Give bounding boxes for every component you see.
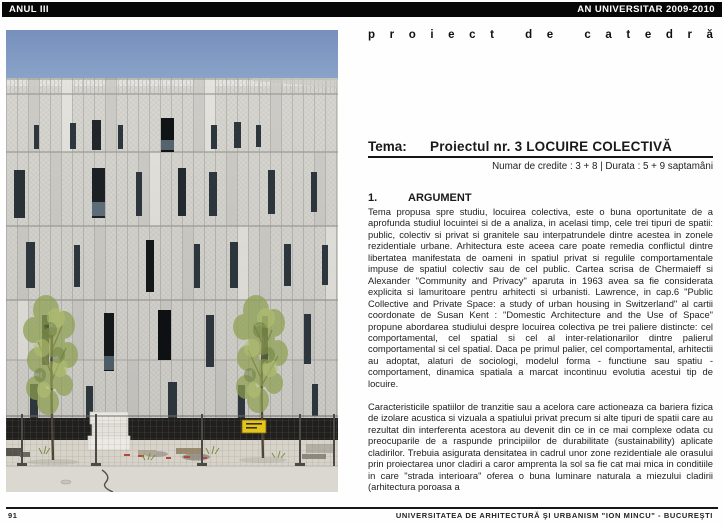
argument-paragraph-2: Caracteristicile spatiilor de tranzitie sau a acelora care actioneaza ca bariera fizica de izolare acustica si vizuala a spatiului privat precum si alte tipuri de spatii care au rezultat din interferenta acestora au devenit din ce in ce mai complexe odata cu preocuparile de a raspunde principiilor de durabilitate (sustainability) aplicate cladirilor. Trebuia asigurata densitatea in cadrul unor zone rezidentiale ale orasului prin proiectarea unor cladiri a caror amprenta la sol sa fie cat mai mica in conditiile in care "strada interioara" oferea o buna luminare naturala a miezului cladirii (arhitectura poroasa a <box>368 401 713 493</box>
building-photo-graphic <box>6 30 338 492</box>
tema-title: Proiectul nr. 3 LOCUIRE COLECTIVĂ <box>430 139 673 154</box>
section-heading <box>368 192 472 204</box>
tema-row <box>368 139 713 158</box>
sky <box>6 30 338 82</box>
section-title: ARGUMENT <box>408 192 472 204</box>
footer <box>8 511 713 520</box>
building-photo <box>6 30 338 492</box>
tema-subtitle: Numar de credite : 3 + 8 | Durata : 5 + 9 saptamâni <box>492 161 713 172</box>
text-column <box>368 0 713 525</box>
kicker-title: p r o i e c t d e c a t e d r ă <box>368 29 713 41</box>
tema-label: Tema: <box>368 139 407 154</box>
header-right-label: AN UNIVERSITAR 2009-2010 <box>577 4 715 15</box>
institution-name: UNIVERSITATEA DE ARHITECTURĂ ŞI URBANISM "ION MINCU" - BUCUREŞTI <box>395 511 713 520</box>
tema-block <box>368 139 713 172</box>
header-left-label: ANUL III <box>9 4 49 15</box>
construction-fence <box>6 414 338 466</box>
road <box>6 466 338 492</box>
warning-sign <box>242 420 266 433</box>
argument-paragraph-1: Tema propusa spre studiu, locuirea colectiva, este o buna oportunitate de a aprofunda studiul locuintei si de a analiza, in acelasi timp, cele trei tipuri de spatii: public, colectiv si privat si granitele sau interpatrundele dintre acestea in zonele rezidentiale urbane. Arhitectura este aceea care poate remedia conflictul dintre libertatea manifestata de oameni in spatiul privat si regulile comportamentale impuse de spatiul colectiv sau de cel public. Cartea scrisa de Chermaieff si Alexander "Community and Privacy" aparuta in 1963 avea sa fie considerata explicita si lamuritoare pentru arhitecti si urbanisti. Lawrence, in cap.6 "Public Collective and Private Space: a study of urban housing in Switzerland" al cartii coordonate de Susan Kent : "Domestic Architecture and the Use of Space" propune abordarea studiului despre locuirea colectiva pe trei paliere distincte: cel comportamental, cel spatial si cel al inter-relationarilor dintre palierul comportamental si cel spatial. Daca pe primul palier, cel comportamental, arhitectii au adoptat, alaturi de sociologi, modelul forma - functiune sau spatiu - comportament, dinamica spatiala a marcat incontinuu evolutia acestui tip de locuire. <box>368 206 713 389</box>
section-number: 1. <box>368 192 378 204</box>
footer-rule <box>6 507 718 509</box>
page-number: 91 <box>8 511 18 520</box>
